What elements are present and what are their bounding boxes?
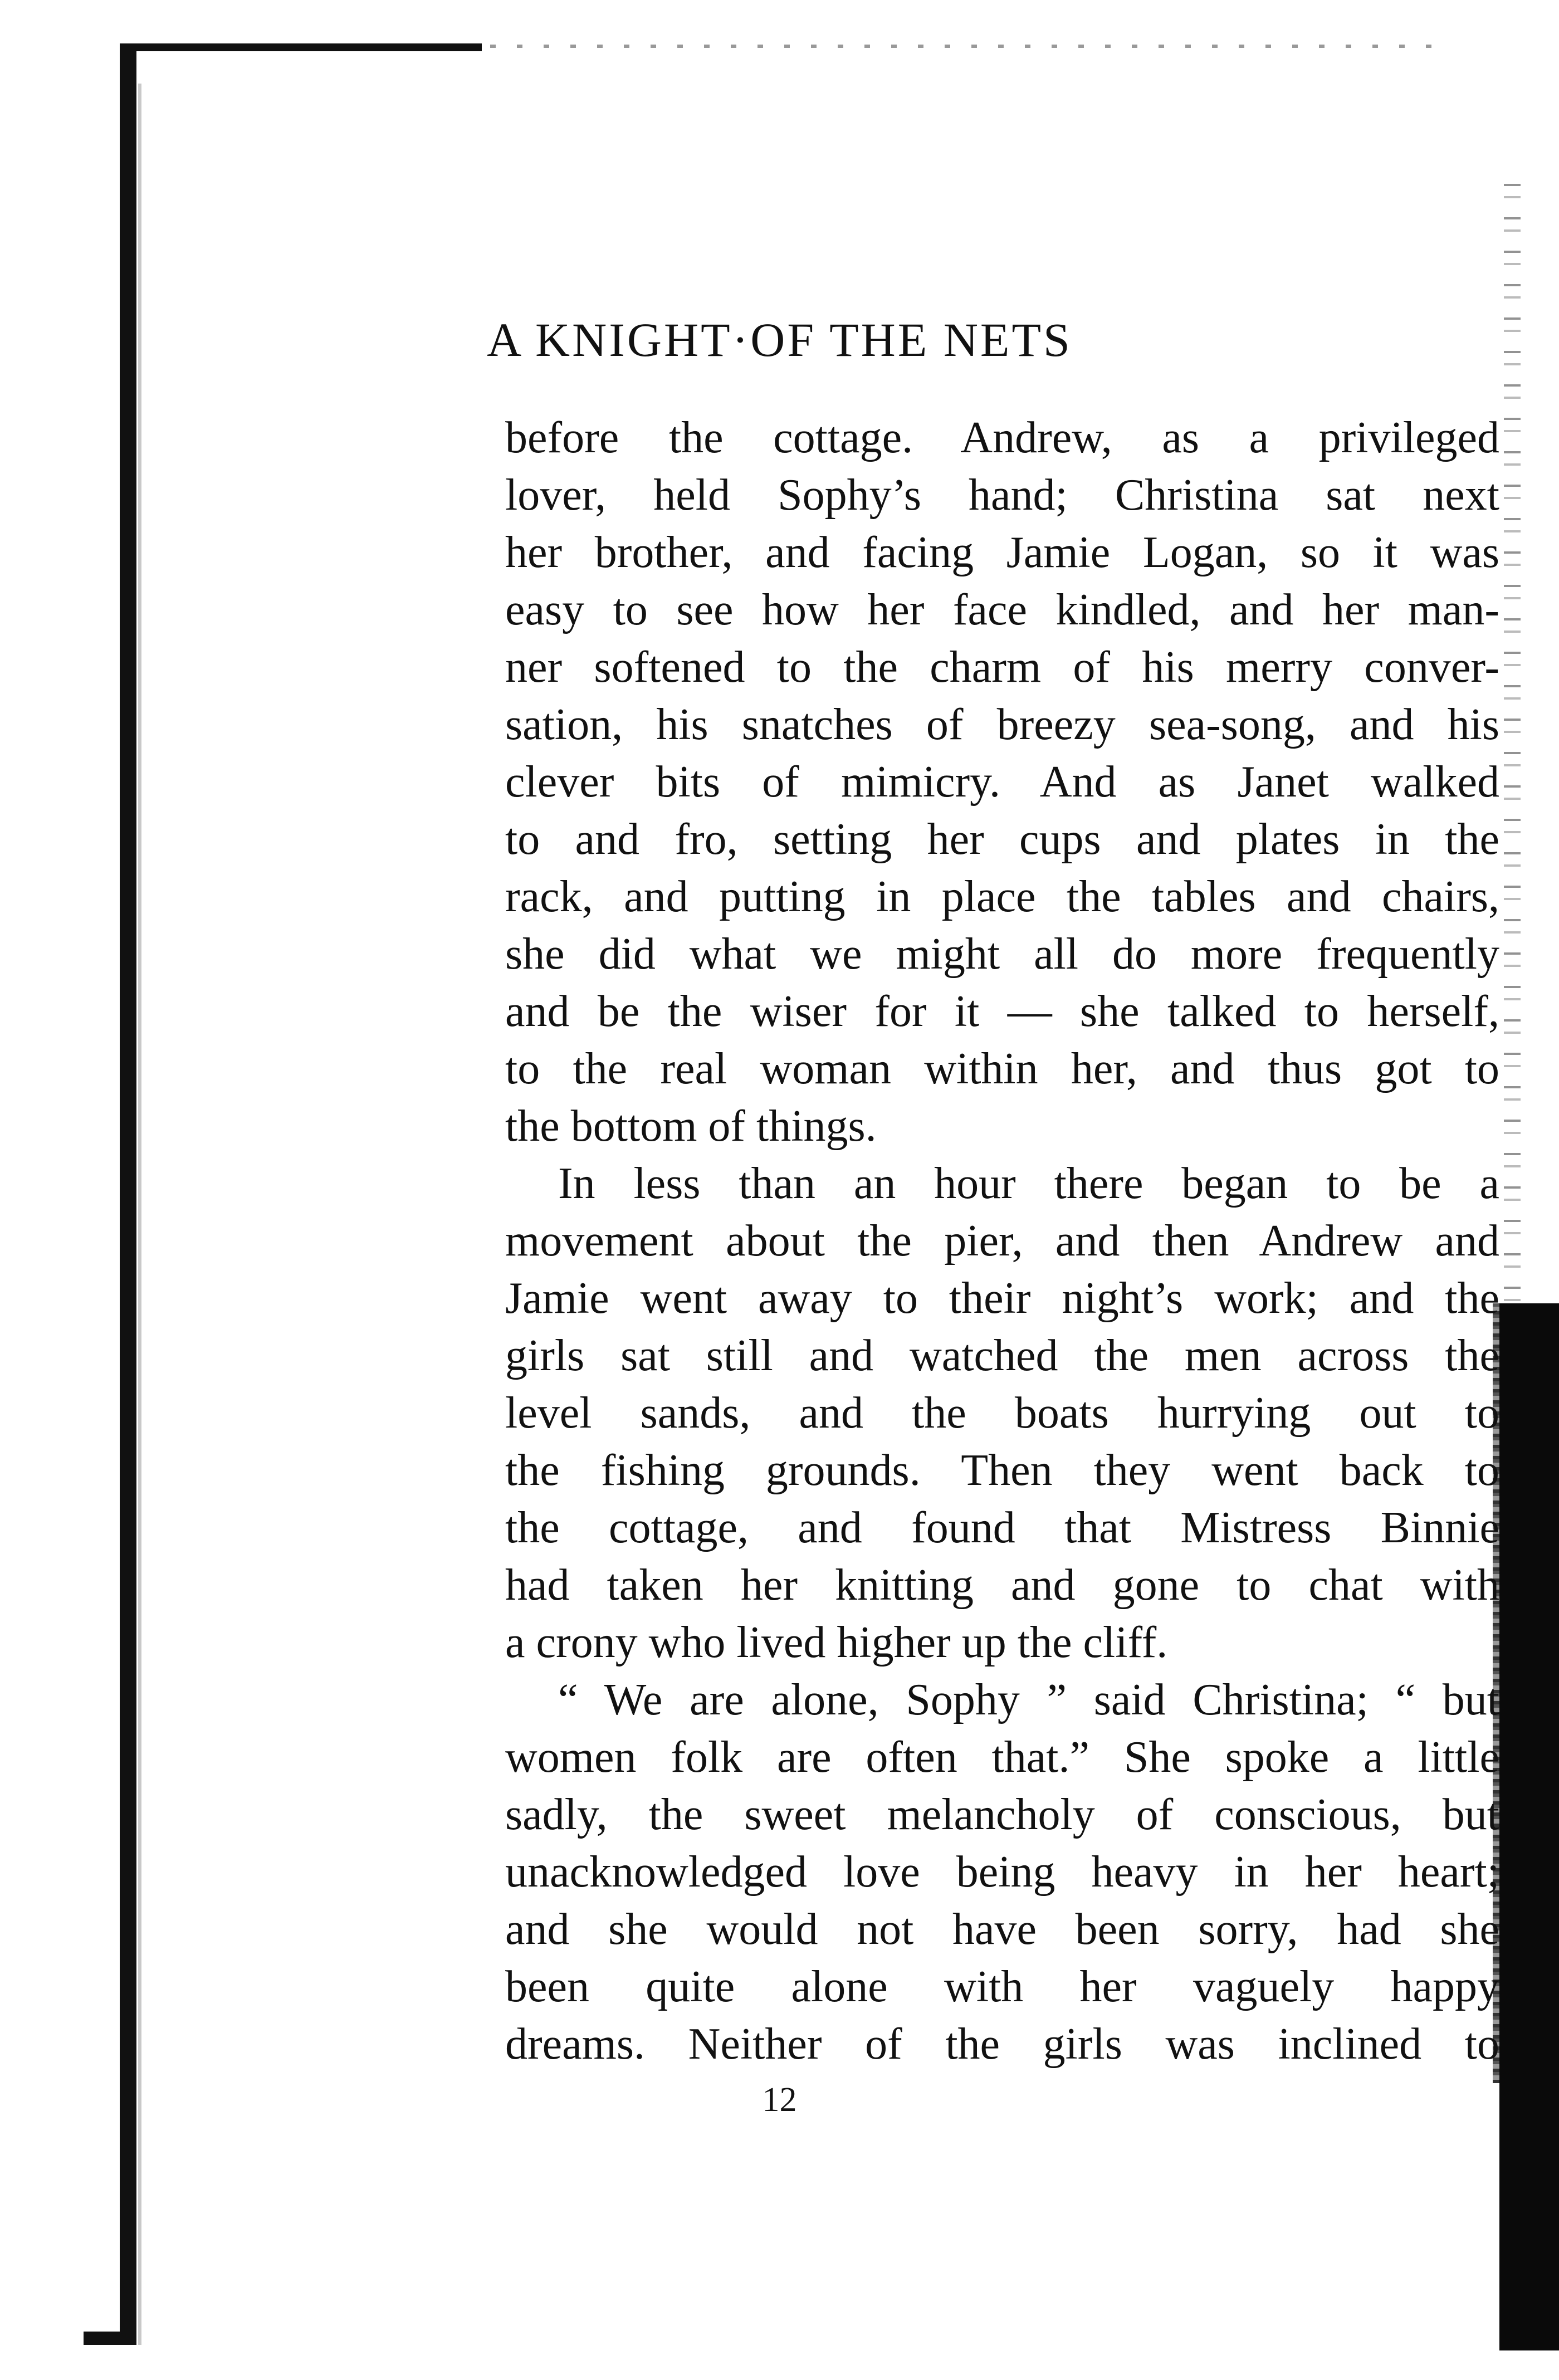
text-line: and be the wiser for it — she talked to herself, [505,987,1499,1036]
paragraph-1 [505,409,1499,1155]
text-line: clever bits of mimicry. And as Janet walked [505,758,1499,807]
scan-border-bottom [84,2332,136,2345]
text-line: unacknowledged love being heavy in her heart; [505,1848,1499,1897]
text-line: and she would not have been sorry, had she [505,1905,1499,1954]
scan-border-right [1499,1303,1559,2350]
text-line: easy to see how her face kindled, and her man- [505,585,1499,634]
text-line: “ We are alone, Sophy ” said Christina; “ but [558,1675,1499,1724]
text-line: a crony who lived higher up the cliff. [505,1618,1168,1667]
paragraph-2 [505,1155,1499,1672]
text-line: girls sat still and watched the men across the [505,1331,1499,1380]
text-line: Jamie went away to their night’s work; and the [505,1274,1499,1323]
text-line: she did what we might all do more frequently [505,930,1499,979]
text-line: before the cottage. Andrew, as a privileged [505,413,1499,462]
scan-border-top [125,43,482,51]
body-text [505,409,1499,2073]
text-line: sadly, the sweet melancholy of conscious, but [505,1790,1499,1839]
scan-border-top-dashes [490,45,1437,48]
scan-border-left-shadow [138,84,141,2345]
text-line: had taken her knitting and gone to chat with [505,1561,1499,1610]
text-line: level sands, and the boats hurrying out to [505,1389,1499,1438]
text-line: women folk are often that.” She spoke a little [505,1733,1499,1782]
text-line: the fishing grounds. Then they went back to [505,1446,1499,1495]
paragraph-3 [505,1672,1499,2073]
text-line: lover, held Sophy’s hand; Christina sat next [505,471,1499,520]
running-header: A KNIGHT·OF THE NETS [487,313,1072,366]
page-number: 12 [762,2081,797,2119]
text-line: ner softened to the charm of his merry conver- [505,643,1499,692]
text-line: the cottage, and found that Mistress Binnie [505,1503,1499,1552]
text-line: to and fro, setting her cups and plates in the [505,815,1499,864]
text-line: to the real woman within her, and thus got to [505,1044,1499,1093]
scan-border-left [120,43,136,2345]
text-line: movement about the pier, and then Andrew and [505,1216,1499,1265]
text-line: In less than an hour there began to be a [558,1159,1499,1208]
text-line: her brother, and facing Jamie Logan, so it was [505,528,1499,577]
text-line: rack, and putting in place the tables and chairs, [505,872,1499,921]
text-line: dreams. Neither of the girls was inclined to [505,2020,1499,2069]
text-line: been quite alone with her vaguely happy [505,1962,1499,2011]
text-line: sation, his snatches of breezy sea-song, and his [505,700,1499,749]
text-line: the bottom of things. [505,1102,877,1151]
